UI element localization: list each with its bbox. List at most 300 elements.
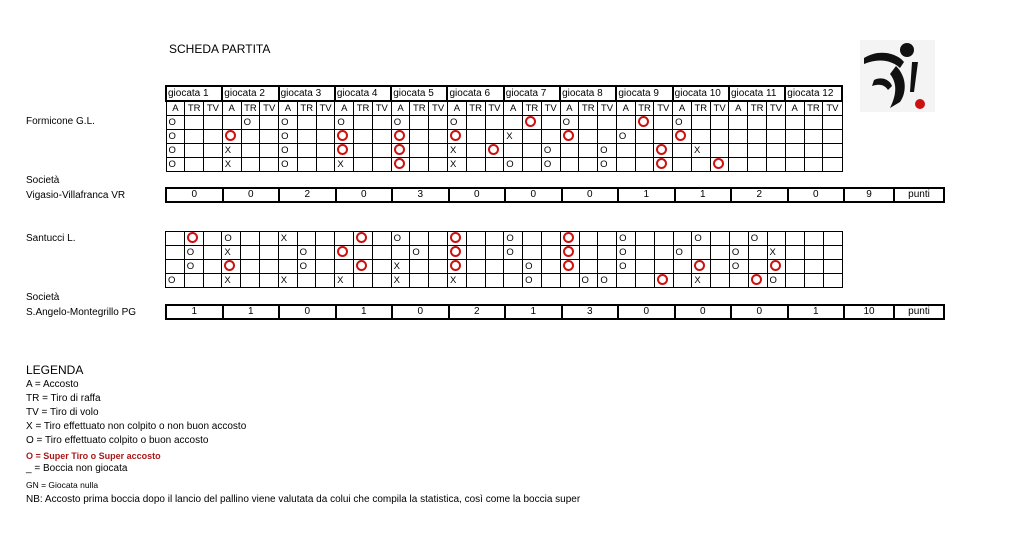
shot-cell <box>560 260 579 274</box>
super-shot-icon <box>563 260 574 271</box>
giocata-header: giocata 10 <box>673 86 729 101</box>
shot-cell <box>579 260 598 274</box>
shot-cell <box>804 144 823 158</box>
shot-cell <box>748 144 767 158</box>
subheader-tv: TV <box>316 101 335 116</box>
shot-cell <box>785 130 804 144</box>
super-shot-icon <box>337 246 348 257</box>
shot-cell <box>504 116 523 130</box>
super-shot-icon <box>563 130 574 141</box>
shot-cell <box>241 130 260 144</box>
shot-cell <box>579 144 598 158</box>
shot-cell <box>259 232 278 246</box>
shot-cell <box>485 158 504 172</box>
shot-cell <box>617 274 636 288</box>
shot-cell <box>616 158 635 172</box>
shot-cell: O <box>729 260 748 274</box>
shot-cell <box>748 158 767 172</box>
shot-cell: O <box>279 158 298 172</box>
shot-cell <box>372 158 391 172</box>
shot-cell: O <box>447 116 466 130</box>
shot-cell <box>259 246 278 260</box>
super-shot-icon <box>694 260 705 271</box>
subheader-tv: TV <box>429 101 448 116</box>
shot-cell <box>410 274 429 288</box>
player-1-scores <box>165 187 945 203</box>
shot-cell <box>260 144 279 158</box>
score-cell: 0 <box>788 188 845 202</box>
shot-cell <box>185 130 204 144</box>
shot-cell <box>316 246 335 260</box>
shot-cell <box>466 260 485 274</box>
shot-cell: X <box>222 144 241 158</box>
shot-cell <box>523 232 542 246</box>
table-row <box>166 144 842 158</box>
super-shot-icon <box>657 274 668 285</box>
shot-cell <box>204 116 223 130</box>
shot-cell <box>353 246 372 260</box>
player-1-name: Formicone G.L. <box>26 116 95 127</box>
shot-cell <box>316 260 335 274</box>
shot-cell <box>711 232 730 246</box>
shot-cell: O <box>184 246 203 260</box>
shot-cell <box>710 158 729 172</box>
points-label: punti <box>894 188 944 202</box>
legend-super-line: O = Super Tiro o Super accosto <box>26 451 161 461</box>
score-cell: 3 <box>562 305 619 319</box>
shot-cell <box>523 246 542 260</box>
super-shot-icon <box>224 260 235 271</box>
table-row <box>166 130 842 144</box>
shot-cell <box>429 144 448 158</box>
shot-cell: O <box>673 116 692 130</box>
shot-cell <box>541 232 560 246</box>
shot-cell <box>410 116 429 130</box>
shot-cell <box>579 246 598 260</box>
shot-cell <box>767 260 786 274</box>
shot-cell <box>691 116 710 130</box>
shot-cell: O <box>504 232 523 246</box>
subheader-tv: TV <box>654 101 673 116</box>
shot-cell <box>673 158 692 172</box>
shot-cell <box>185 116 204 130</box>
shot-cell <box>504 260 523 274</box>
giocata-header: giocata 8 <box>560 86 616 101</box>
shot-cell <box>673 232 692 246</box>
super-shot-icon <box>713 158 724 169</box>
shot-cell <box>823 246 842 260</box>
shot-cell <box>335 130 354 144</box>
shot-cell <box>485 116 504 130</box>
shot-cell: O <box>617 246 636 260</box>
shot-cell <box>447 232 466 246</box>
shot-cell <box>729 116 748 130</box>
shot-cell <box>185 144 204 158</box>
shot-cell <box>466 144 485 158</box>
shot-cell <box>823 144 842 158</box>
shot-cell <box>297 158 316 172</box>
score-cell: 0 <box>449 188 506 202</box>
shot-cell <box>184 274 203 288</box>
bocce-player-icon <box>860 40 935 112</box>
shot-cell: O <box>673 246 692 260</box>
shot-cell <box>805 274 824 288</box>
shot-cell <box>673 260 692 274</box>
shot-cell <box>786 232 805 246</box>
shot-cell <box>166 260 185 274</box>
shot-cell <box>748 246 767 260</box>
shot-cell <box>241 158 260 172</box>
shot-cell <box>823 232 842 246</box>
shot-cell <box>316 158 335 172</box>
player-1-grid <box>165 85 843 172</box>
shot-cell <box>260 130 279 144</box>
score-cell: 0 <box>279 305 336 319</box>
shot-cell: O <box>579 274 598 288</box>
subheader-tr: TR <box>804 101 823 116</box>
shot-cell: O <box>391 232 410 246</box>
super-shot-icon <box>394 130 405 141</box>
subheader-tv: TV <box>767 101 786 116</box>
shot-cell: O <box>297 260 316 274</box>
shot-cell <box>748 130 767 144</box>
shot-cell <box>711 260 730 274</box>
subheader-tr: TR <box>241 101 260 116</box>
subheader-tv: TV <box>541 101 560 116</box>
shot-cell: X <box>692 274 711 288</box>
super-shot-icon <box>770 260 781 271</box>
shot-cell <box>353 232 372 246</box>
shot-cell <box>241 144 260 158</box>
subheader-a: A <box>279 101 298 116</box>
shot-cell <box>429 158 448 172</box>
giocata-header: giocata 9 <box>616 86 672 101</box>
subheader-tr: TR <box>185 101 204 116</box>
shot-cell <box>504 144 523 158</box>
shot-cell <box>729 130 748 144</box>
shot-cell <box>691 158 710 172</box>
subheader-tv: TV <box>260 101 279 116</box>
shot-cell <box>804 116 823 130</box>
shot-cell: O <box>748 232 767 246</box>
shot-cell <box>241 232 260 246</box>
shot-cell <box>711 246 730 260</box>
giocata-header: giocata 5 <box>391 86 447 101</box>
shot-cell <box>523 116 542 130</box>
shot-cell <box>635 246 654 260</box>
shot-cell <box>598 116 617 130</box>
super-shot-icon <box>394 144 405 155</box>
shot-cell <box>823 130 842 144</box>
shot-cell <box>166 232 185 246</box>
shot-cell <box>203 246 222 260</box>
shot-cell <box>485 130 504 144</box>
shot-cell: O <box>166 116 185 130</box>
score-cell: 1 <box>223 305 280 319</box>
shot-cell <box>786 246 805 260</box>
shot-cell: X <box>278 232 297 246</box>
score-cell: 1 <box>505 305 562 319</box>
giocata-header: giocata 11 <box>729 86 785 101</box>
shot-cell <box>729 274 748 288</box>
subheader-a: A <box>673 101 692 116</box>
shot-cell <box>184 232 203 246</box>
subheader-tr: TR <box>523 101 542 116</box>
shot-cell <box>635 274 654 288</box>
shot-cell: O <box>391 116 410 130</box>
super-shot-icon <box>337 130 348 141</box>
shot-cell <box>335 260 354 274</box>
shot-cell <box>785 116 804 130</box>
shot-cell <box>354 158 373 172</box>
shot-cell <box>429 274 448 288</box>
shot-cell: O <box>279 116 298 130</box>
shot-cell: O <box>166 274 185 288</box>
shot-cell <box>391 158 410 172</box>
shot-cell <box>635 144 654 158</box>
player-2-name: Santucci L. <box>26 233 76 244</box>
shot-cell: X <box>391 274 410 288</box>
table-row <box>166 260 843 274</box>
shot-cell <box>598 232 617 246</box>
shot-cell: O <box>279 144 298 158</box>
shot-cell <box>823 116 842 130</box>
page-title: SCHEDA PARTITA <box>169 42 271 56</box>
score-cell: 0 <box>336 188 393 202</box>
shot-cell <box>297 130 316 144</box>
shot-cell <box>541 274 560 288</box>
shot-cell: X <box>447 158 466 172</box>
shot-cell <box>485 232 504 246</box>
giocata-header: giocata 7 <box>504 86 560 101</box>
subheader-tr: TR <box>635 101 654 116</box>
shot-cell: O <box>598 158 617 172</box>
shot-cell: X <box>447 274 466 288</box>
subheader-tv: TV <box>710 101 729 116</box>
subheader-tv: TV <box>485 101 504 116</box>
shot-cell <box>204 130 223 144</box>
shot-cell <box>297 274 316 288</box>
subheader-tr: TR <box>691 101 710 116</box>
legend-line: TV = Tiro di volo <box>26 407 99 418</box>
shot-cell <box>372 274 391 288</box>
shot-cell <box>222 116 241 130</box>
giocata-header: giocata 3 <box>279 86 335 101</box>
shot-cell <box>316 274 335 288</box>
shot-cell <box>354 116 373 130</box>
subheader-tv: TV <box>204 101 223 116</box>
super-shot-icon <box>450 130 461 141</box>
score-cell: 1 <box>618 188 675 202</box>
shot-cell <box>673 274 692 288</box>
shot-cell <box>466 158 485 172</box>
shot-cell <box>579 232 598 246</box>
shot-cell <box>748 260 767 274</box>
shot-cell <box>278 260 297 274</box>
score-cell: 0 <box>223 188 280 202</box>
shot-cell <box>335 246 354 260</box>
subheader-tr: TR <box>297 101 316 116</box>
shot-cell: X <box>278 274 297 288</box>
shot-cell: O <box>166 158 185 172</box>
subheader-a: A <box>447 101 466 116</box>
shot-cell <box>805 232 824 246</box>
shot-cell <box>410 232 429 246</box>
subheader-tr: TR <box>748 101 767 116</box>
shot-cell <box>316 144 335 158</box>
shot-cell: X <box>504 130 523 144</box>
super-shot-icon <box>225 130 236 141</box>
shot-cell <box>316 232 335 246</box>
subheader-tr: TR <box>579 101 598 116</box>
player-1-team: Vigasio-Villafranca VR <box>26 190 126 201</box>
shot-cell <box>372 246 391 260</box>
shot-cell <box>372 232 391 246</box>
player-2-grid <box>165 231 843 288</box>
shot-cell <box>541 246 560 260</box>
super-shot-icon <box>638 116 649 127</box>
shot-cell <box>447 260 466 274</box>
player-1-societa-label: Società <box>26 175 60 186</box>
shot-cell <box>654 130 673 144</box>
shot-cell <box>372 116 391 130</box>
shot-cell <box>560 274 579 288</box>
player-2-team: S.Angelo-Montegrillo PG <box>26 307 137 318</box>
shot-cell <box>785 144 804 158</box>
shot-cell <box>654 246 673 260</box>
table-row <box>166 232 843 246</box>
player-2-societa-label: Società <box>26 292 60 303</box>
shot-cell <box>579 130 598 144</box>
shot-cell: O <box>410 246 429 260</box>
shot-cell <box>278 246 297 260</box>
super-shot-icon <box>450 260 461 271</box>
shot-cell <box>260 158 279 172</box>
shot-cell <box>316 130 335 144</box>
shot-cell: O <box>541 158 560 172</box>
shot-cell <box>353 260 372 274</box>
shot-cell <box>523 158 542 172</box>
subheader-a: A <box>616 101 635 116</box>
super-shot-icon <box>488 144 499 155</box>
shot-cell <box>579 158 598 172</box>
shot-cell <box>804 130 823 144</box>
table-row <box>166 116 842 130</box>
shot-cell <box>354 144 373 158</box>
shot-cell <box>259 260 278 274</box>
shot-cell <box>353 274 372 288</box>
giocata-header: giocata 4 <box>335 86 391 101</box>
shot-cell: O <box>616 130 635 144</box>
shot-cell <box>804 158 823 172</box>
shot-cell: O <box>598 144 617 158</box>
shot-cell <box>654 158 673 172</box>
shot-cell <box>560 130 579 144</box>
shot-cell <box>692 260 711 274</box>
super-shot-icon <box>656 144 667 155</box>
shot-cell <box>410 130 429 144</box>
points-label: punti <box>894 305 944 319</box>
shot-cell <box>391 246 410 260</box>
shot-cell: O <box>617 260 636 274</box>
shot-cell <box>297 116 316 130</box>
shot-cell <box>372 130 391 144</box>
shot-cell <box>748 274 767 288</box>
legend-line: O = Tiro effettuato colpito o buon accosto <box>26 435 209 446</box>
shot-cell <box>767 116 786 130</box>
shot-cell <box>560 232 579 246</box>
shot-cell <box>654 260 673 274</box>
shot-cell <box>222 130 241 144</box>
shot-cell <box>767 130 786 144</box>
subheader-tv: TV <box>823 101 842 116</box>
shot-cell <box>805 260 824 274</box>
shot-cell <box>447 246 466 260</box>
shot-cell <box>241 246 260 260</box>
shot-cell <box>635 116 654 130</box>
shot-cell <box>654 144 673 158</box>
score-cell: 2 <box>449 305 506 319</box>
giocata-header: giocata 6 <box>447 86 503 101</box>
shot-cell: O <box>297 246 316 260</box>
subheader-tv: TV <box>372 101 391 116</box>
subheader-a: A <box>335 101 354 116</box>
shot-cell <box>316 116 335 130</box>
shot-cell: X <box>447 144 466 158</box>
subheader-a: A <box>560 101 579 116</box>
shot-cell: X <box>222 158 241 172</box>
shot-cell <box>786 274 805 288</box>
score-cell: 3 <box>392 188 449 202</box>
shot-cell <box>692 246 711 260</box>
table-row <box>166 158 842 172</box>
shot-cell <box>635 158 654 172</box>
total-score: 9 <box>844 188 894 202</box>
shot-cell <box>767 232 786 246</box>
subheader-a: A <box>504 101 523 116</box>
shot-cell <box>710 130 729 144</box>
score-cell: 0 <box>392 305 449 319</box>
shot-cell <box>598 130 617 144</box>
super-shot-icon <box>675 130 686 141</box>
shot-cell <box>560 158 579 172</box>
score-cell: 1 <box>675 188 732 202</box>
shot-cell <box>185 158 204 172</box>
shot-cell <box>372 260 391 274</box>
shot-cell <box>579 116 598 130</box>
score-cell: 1 <box>166 305 223 319</box>
legend-line: A = Accosto <box>26 379 79 390</box>
shot-cell: O <box>241 116 260 130</box>
shot-cell <box>466 130 485 144</box>
subheader-tr: TR <box>466 101 485 116</box>
subheader-a: A <box>391 101 410 116</box>
shot-cell <box>410 260 429 274</box>
shot-cell: O <box>617 232 636 246</box>
shot-cell <box>429 130 448 144</box>
table-row <box>166 246 843 260</box>
shot-cell <box>203 260 222 274</box>
legend-line: TR = Tiro di raffa <box>26 393 101 404</box>
shot-cell: O <box>184 260 203 274</box>
shot-cell <box>354 130 373 144</box>
table-row <box>166 274 843 288</box>
shot-cell: O <box>222 232 241 246</box>
shot-cell: O <box>279 130 298 144</box>
shot-cell: X <box>222 246 241 260</box>
shot-cell <box>466 116 485 130</box>
total-score: 10 <box>844 305 894 319</box>
